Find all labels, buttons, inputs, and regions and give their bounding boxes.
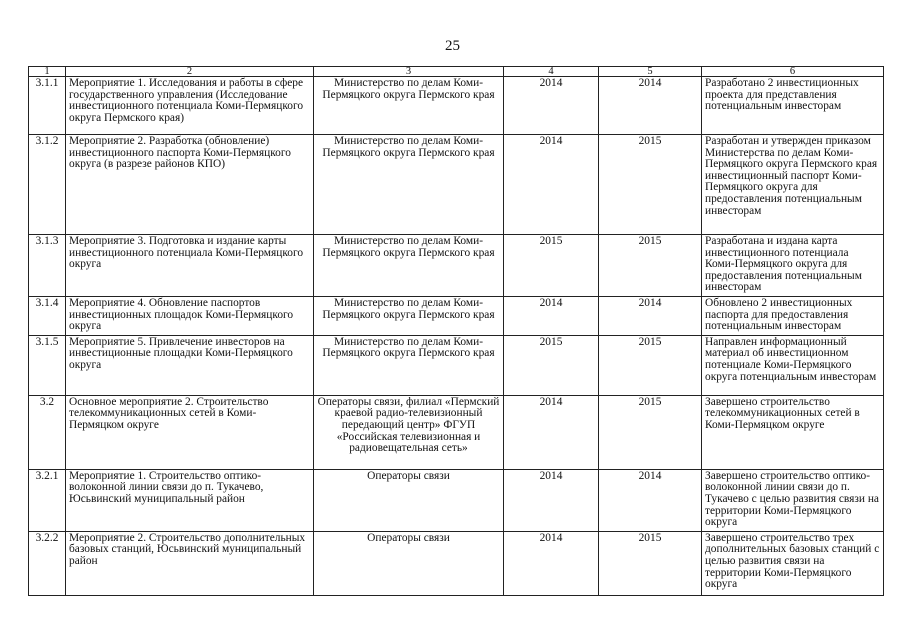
- activity-cell: Мероприятие 4. Обновление паспортов инвестиционных площадок Коми-Пермяцкого округа: [66, 296, 314, 335]
- table-row: [29, 235, 884, 297]
- result-cell: Разработана и издана карта инвестиционного потенциала Коми-Пермяцкого округа для предоставления потенциальным инвесторам: [702, 235, 884, 297]
- end-year-cell: 2015: [599, 135, 702, 235]
- table-row: [29, 296, 884, 335]
- result-cell: Завершено строительство трех дополнительных базовых станций с целью развития связи на территории Коми-Пермяцкого округа: [702, 531, 884, 595]
- table-row: [29, 469, 884, 531]
- row-number: 3.1.2: [29, 135, 66, 235]
- activity-cell: Мероприятие 2. Разработка (обновление) инвестиционного паспорта Коми-Пермяцкого округа (в разрезе районов КПО): [66, 135, 314, 235]
- result-cell: Направлен информационный материал об инвестиционном потенциале Коми-Пермяцкого округа потенциальным инвесторам: [702, 335, 884, 395]
- row-number: 3.1.5: [29, 335, 66, 395]
- start-year-cell: 2014: [504, 296, 599, 335]
- row-number: 3.2.1: [29, 469, 66, 531]
- row-number: 3.1.3: [29, 235, 66, 297]
- activity-cell: Мероприятие 1. Исследования и работы в сфере государственного управления (Исследование инвестиционного потенциала Коми-Пермяцкого округа Пермского края): [66, 77, 314, 135]
- activity-cell: Мероприятие 3. Подготовка и издание карты инвестиционного потенциала Коми-Пермяцкого округа: [66, 235, 314, 297]
- activity-cell: Мероприятие 2. Строительство дополнительных базовых станций, Юсьвинский муниципальный район: [66, 531, 314, 595]
- row-number: 3.1.1: [29, 77, 66, 135]
- result-cell: Разработано 2 инвестиционных проекта для представления потенциальным инвесторам: [702, 77, 884, 135]
- row-number: 3.1.4: [29, 296, 66, 335]
- executor-cell: Операторы связи: [314, 531, 504, 595]
- start-year-cell: 2014: [504, 531, 599, 595]
- end-year-cell: 2015: [599, 531, 702, 595]
- header-row: [29, 67, 884, 77]
- start-year-cell: 2014: [504, 395, 599, 469]
- start-year-cell: 2015: [504, 235, 599, 297]
- end-year-cell: 2015: [599, 335, 702, 395]
- header-cell: 1: [29, 67, 66, 77]
- table-row: [29, 135, 884, 235]
- result-cell: Завершено строительство телекоммуникационных сетей в Коми-Пермяцком округе: [702, 395, 884, 469]
- header-cell: 3: [314, 67, 504, 77]
- row-number: 3.2: [29, 395, 66, 469]
- table-row: [29, 335, 884, 395]
- activity-cell: Мероприятие 5. Привлечение инвесторов на инвестиционные площадки Коми-Пермяцкого округа: [66, 335, 314, 395]
- start-year-cell: 2014: [504, 135, 599, 235]
- executor-cell: Министерство по делам Коми-Пермяцкого округа Пермского края: [314, 296, 504, 335]
- end-year-cell: 2015: [599, 235, 702, 297]
- end-year-cell: 2014: [599, 77, 702, 135]
- end-year-cell: 2014: [599, 469, 702, 531]
- table-row: [29, 77, 884, 135]
- activity-cell: Мероприятие 1. Строительство оптико-волоконной линии связи до п. Тукачево, Юсьвинский муниципальный район: [66, 469, 314, 531]
- page-number: 25: [445, 38, 460, 54]
- end-year-cell: 2014: [599, 296, 702, 335]
- executor-cell: Министерство по делам Коми-Пермяцкого округа Пермского края: [314, 77, 504, 135]
- executor-cell: Министерство по делам Коми-Пермяцкого округа Пермского края: [314, 335, 504, 395]
- result-cell: Обновлено 2 инвестиционных паспорта для предоставления потенциальным инвесторам: [702, 296, 884, 335]
- executor-cell: Операторы связи, филиал «Пермский краевой радио-телевизионный передающий центр» ФГУП «Российская телевизионная и радиовещательная сеть»: [314, 395, 504, 469]
- header-cell: 4: [504, 67, 599, 77]
- executor-cell: Министерство по делам Коми-Пермяцкого округа Пермского края: [314, 235, 504, 297]
- result-cell: Разработан и утвержден приказом Министерства по делам Коми-Пермяцкого округа Пермского края инвестиционный паспорт Коми-Пермяцкого округа для предоставления потенциальным инвесторам: [702, 135, 884, 235]
- header-cell: 2: [66, 67, 314, 77]
- start-year-cell: 2015: [504, 335, 599, 395]
- activities-table: [28, 66, 884, 596]
- header-cell: 6: [702, 67, 884, 77]
- table-row: [29, 531, 884, 595]
- activity-cell: Основное мероприятие 2. Строительство телекоммуникационных сетей в Коми-Пермяцком округе: [66, 395, 314, 469]
- start-year-cell: 2014: [504, 469, 599, 531]
- table-row: [29, 395, 884, 469]
- header-cell: 5: [599, 67, 702, 77]
- start-year-cell: 2014: [504, 77, 599, 135]
- executor-cell: Операторы связи: [314, 469, 504, 531]
- executor-cell: Министерство по делам Коми-Пермяцкого округа Пермского края: [314, 135, 504, 235]
- result-cell: Завершено строительство оптико-волоконной линии связи до п. Тукачево с целью развития связи на территории Коми-Пермяцкого округа: [702, 469, 884, 531]
- row-number: 3.2.2: [29, 531, 66, 595]
- end-year-cell: 2015: [599, 395, 702, 469]
